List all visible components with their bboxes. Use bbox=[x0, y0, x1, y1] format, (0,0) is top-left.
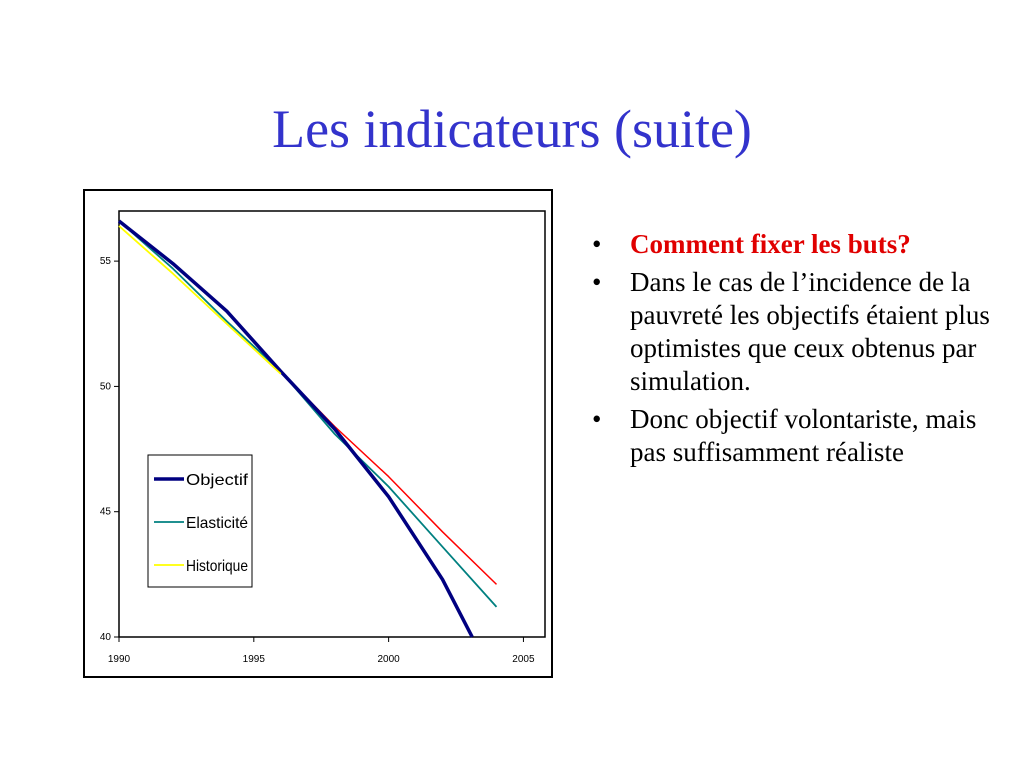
y-tick-label: 45 bbox=[99, 506, 111, 518]
x-tick-label: 2005 bbox=[512, 654, 535, 665]
bullet-item bbox=[590, 266, 1010, 398]
x-tick-label: 2000 bbox=[377, 654, 400, 665]
x-tick-label: 1995 bbox=[242, 654, 265, 665]
legend-label: Elasticité bbox=[186, 515, 249, 532]
bullet-item bbox=[590, 228, 1010, 261]
bullet-text: Dans le cas de l’incidence de la pauvreté les objectifs étaient plus optimistes que ceux obtenus par simulation. bbox=[630, 267, 990, 396]
y-tick-label: 50 bbox=[99, 381, 111, 393]
series-line-unnamed bbox=[281, 371, 497, 584]
legend-label: Objectif bbox=[186, 472, 249, 489]
series-line-historique bbox=[119, 226, 281, 374]
bullet-item bbox=[590, 403, 1010, 469]
y-tick-label: 55 bbox=[99, 256, 111, 268]
bullet-text: Donc objectif volontariste, mais pas suffisamment réaliste bbox=[630, 404, 977, 467]
y-tick-label: 40 bbox=[99, 632, 111, 643]
slide-title: Les indicateurs (suite) bbox=[272, 99, 752, 159]
x-tick-label: 1990 bbox=[107, 654, 131, 665]
chart-frame bbox=[83, 189, 553, 678]
bullet-text: Comment fixer les buts? bbox=[630, 229, 911, 259]
bullet-dot-icon: • bbox=[592, 229, 602, 259]
line-chart bbox=[85, 191, 551, 676]
bullet-dot-icon: • bbox=[592, 404, 602, 434]
legend-label: Historique bbox=[186, 558, 249, 575]
bullet-dot-icon: • bbox=[592, 267, 602, 297]
bullet-list bbox=[590, 228, 1010, 474]
